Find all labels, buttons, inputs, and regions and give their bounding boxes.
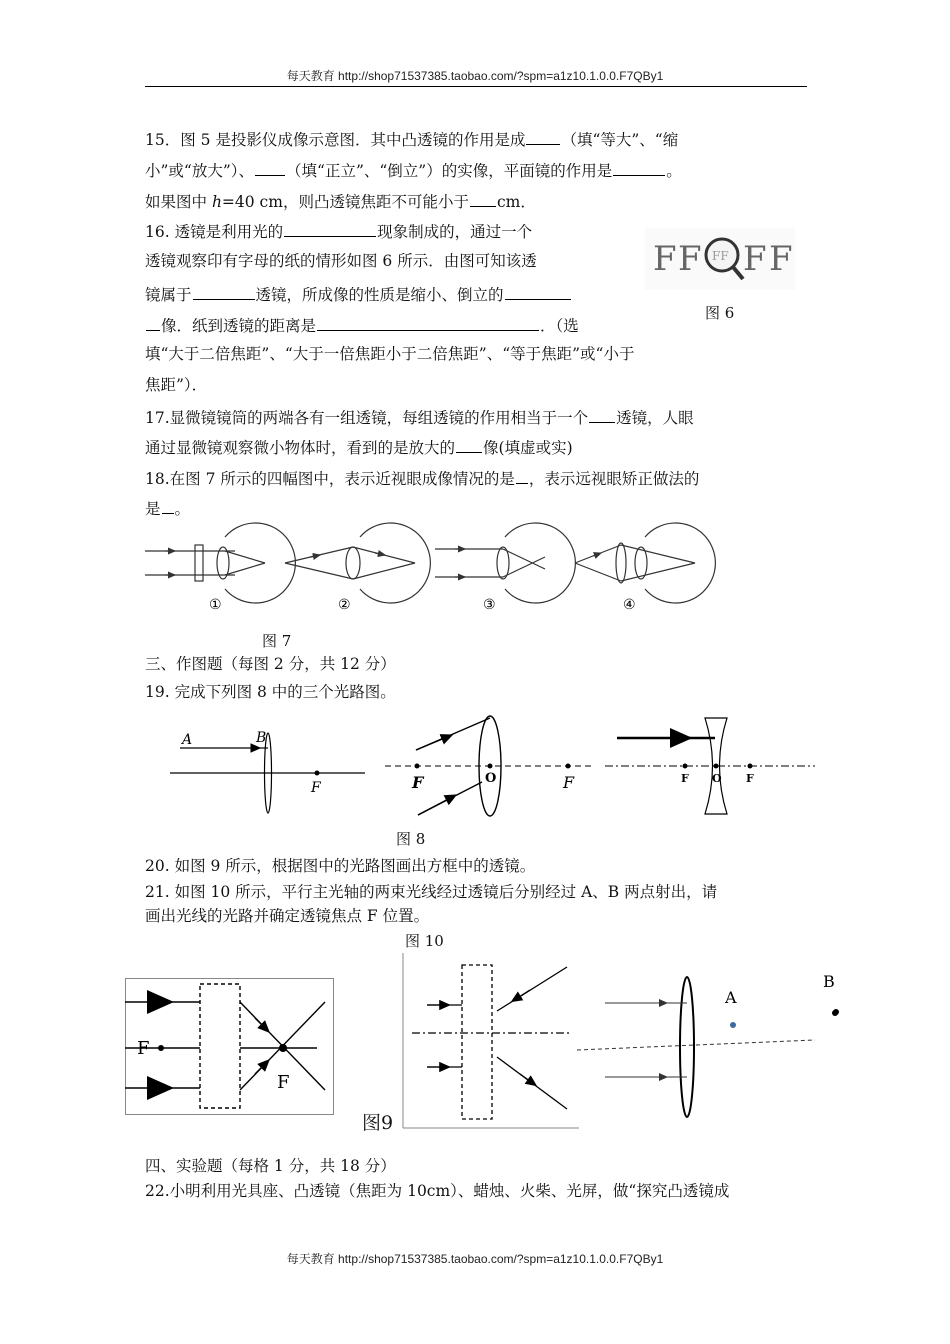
q15-text: （填“正立”、“倒立”）的实像，平面镜的作用是 [286, 162, 613, 180]
q22-line-1: 22.小明利用光具座、凸透镜（焦距为 10cm）、蜡烛、火柴、光屏，做“探究凸透镜成 [145, 1182, 730, 1200]
fig9-label-f: F [137, 1038, 150, 1059]
q17-text: 17.显微镜镜筒的两端各有一组透镜，每组透镜的作用相当于一个 [145, 409, 589, 427]
q16-blank-2[interactable] [193, 283, 255, 300]
q17-line-1 [145, 406, 694, 428]
fig8-label-f: F [412, 773, 424, 792]
fig6-letter: F [653, 239, 677, 279]
q18-blank-2[interactable] [162, 497, 174, 514]
q15-blank-1[interactable] [526, 128, 560, 145]
figure-7-eyes [145, 525, 705, 640]
q16-line-6: 焦距”）． [145, 376, 208, 394]
figure-10-caption: 图 10 [405, 932, 444, 950]
header-rule [145, 86, 807, 87]
fig8-label-o: O [485, 771, 497, 786]
q15-text: 。 [666, 162, 682, 180]
fig8-label-f: F [311, 780, 321, 796]
fig8-label-f: F [563, 773, 575, 792]
q18-text: 。 [174, 500, 191, 518]
q15-line-3 [145, 190, 536, 212]
q18-text: 18.在图 7 所示的四幅图中，表示近视眼成像情况的是 [145, 470, 515, 488]
fig8-part-2 [385, 716, 595, 816]
fig6-letter: F [743, 239, 767, 279]
q16-line-1 [145, 220, 532, 242]
q17-text: 通过显微镜观察微小物体时，看到的是放大的 [145, 439, 456, 457]
fig8-label-f: F [681, 772, 689, 785]
eye-diagram-2 [285, 523, 430, 603]
page-header: 每天教育 http://shop71537385.taobao.com/?spm=a1z10.1.0.0.F7QBy1 [286, 69, 664, 83]
figure-8-light-paths [160, 710, 820, 825]
eye-label-2: ② [338, 597, 351, 613]
q21-line-2: 画出光线的光路并确定透镜焦点 F 位置。 [145, 907, 430, 925]
figure-8-caption: 图 8 [396, 830, 426, 848]
q17-line-2 [145, 436, 573, 458]
q18-text: ，表示远视眼矫正做法的 [528, 470, 700, 488]
q17-blank-1[interactable] [589, 406, 615, 423]
eye-diagram-4 [575, 523, 715, 603]
q18-text: 是 [145, 500, 161, 518]
q16-text: 16. 透镜是利用光的 [145, 223, 284, 241]
q16-line-4 [145, 314, 579, 336]
q16-blank-4[interactable] [317, 314, 539, 331]
fig10-point-b: B [823, 972, 835, 991]
q15-blank-2[interactable] [255, 159, 285, 176]
fig8-label-a: A [182, 732, 193, 748]
q16-text: 现象制成的，通过一个 [377, 223, 533, 241]
fig8-part-1 [170, 730, 365, 813]
figure-9-caption: 图9 [362, 1112, 394, 1134]
q16-text: 镜属于 [145, 286, 192, 304]
fig8-label-o: O [712, 772, 722, 785]
section-3-title: 三、作图题（每图 2 分，共 12 分） [145, 655, 396, 673]
q17-text: 透镜，人眼 [616, 409, 694, 427]
eye-label-1: ① [209, 597, 222, 613]
fig9-label-f: F [277, 1072, 290, 1093]
q20-text: 20. 如图 9 所示，根据图中的光路图画出方框中的透镜。 [145, 857, 536, 875]
q15-blank-3[interactable] [613, 159, 665, 176]
q15-text: =40 cm，则凸透镜焦距不可能小于 [221, 193, 469, 211]
figure-6-caption: 图 6 [705, 304, 735, 322]
q15-text: cm． [496, 193, 536, 211]
q15-blank-4[interactable] [470, 190, 496, 207]
q15-h: h [211, 193, 222, 211]
eye-diagram-1 [145, 523, 295, 603]
fig8-label-f: F [746, 772, 754, 785]
q15-text: 小”或“放大”）、 [145, 162, 255, 180]
page-footer: 每天教育 http://shop71537385.taobao.com/?spm=a1z10.1.0.0.F7QBy1 [286, 1252, 664, 1266]
q16-blank-1[interactable] [284, 220, 376, 237]
q16-text: ．（选 [540, 317, 579, 335]
q19-text: 19. 完成下列图 8 中的三个光路图。 [145, 683, 396, 701]
q17-blank-2[interactable] [456, 436, 482, 453]
fig10-point-a: A [725, 988, 737, 1007]
q15-text: （填“等大”、“缩 [561, 131, 679, 149]
q16-line-2: 透镜观察印有字母的纸的情形如图 6 所示．由图可知该透 [145, 252, 537, 270]
section-4-title: 四、实验题（每格 1 分，共 18 分） [145, 1157, 396, 1175]
q16-line-5: 填“大于二倍焦距”、“大于一倍焦距小于二倍焦距”、“等于焦距”或“小于 [145, 345, 635, 363]
figure-10-point-b-dot [830, 1008, 840, 1018]
eye-label-4: ④ [623, 597, 636, 613]
q15-text: 如果图中 [145, 193, 212, 211]
q16-line-3 [145, 283, 572, 305]
figure-9-middle [402, 953, 580, 1129]
q21-line-1: 21. 如图 10 所示，平行主光轴的两束光线经过透镜后分别经过 A、B 两点射出，请 [145, 883, 718, 901]
fig6-lens-text: FF [712, 249, 729, 263]
q15-line-2 [145, 159, 682, 181]
q18-line-2 [145, 497, 190, 519]
q16-text: 透镜，所成像的性质是缩小、倒立的 [255, 286, 504, 304]
fig8-label-b: B [256, 730, 267, 746]
q16-blank-3[interactable] [505, 283, 571, 300]
q15-text: 15．图 5 是投影仪成像示意图．其中凸透镜的作用是成 [145, 131, 526, 149]
fig8-part-3 [605, 718, 815, 814]
q15-line-1 [145, 128, 678, 150]
figure-6-image [645, 228, 795, 290]
eye-diagram-3 [435, 523, 575, 603]
figure-10 [575, 965, 835, 1125]
q18-line-1 [145, 467, 699, 489]
figure-9-left [125, 978, 335, 1116]
q16-text: 像．纸到透镜的距离是 [161, 317, 317, 335]
fig6-letter: F [769, 239, 793, 279]
eye-label-3: ③ [483, 597, 496, 613]
fig6-letter: F [678, 239, 702, 279]
q16-blank-3b[interactable] [146, 314, 160, 331]
q18-blank-1[interactable] [516, 467, 528, 484]
figure-7-caption: 图 7 [262, 632, 292, 650]
q17-text: 像(填虚或实) [483, 439, 573, 457]
